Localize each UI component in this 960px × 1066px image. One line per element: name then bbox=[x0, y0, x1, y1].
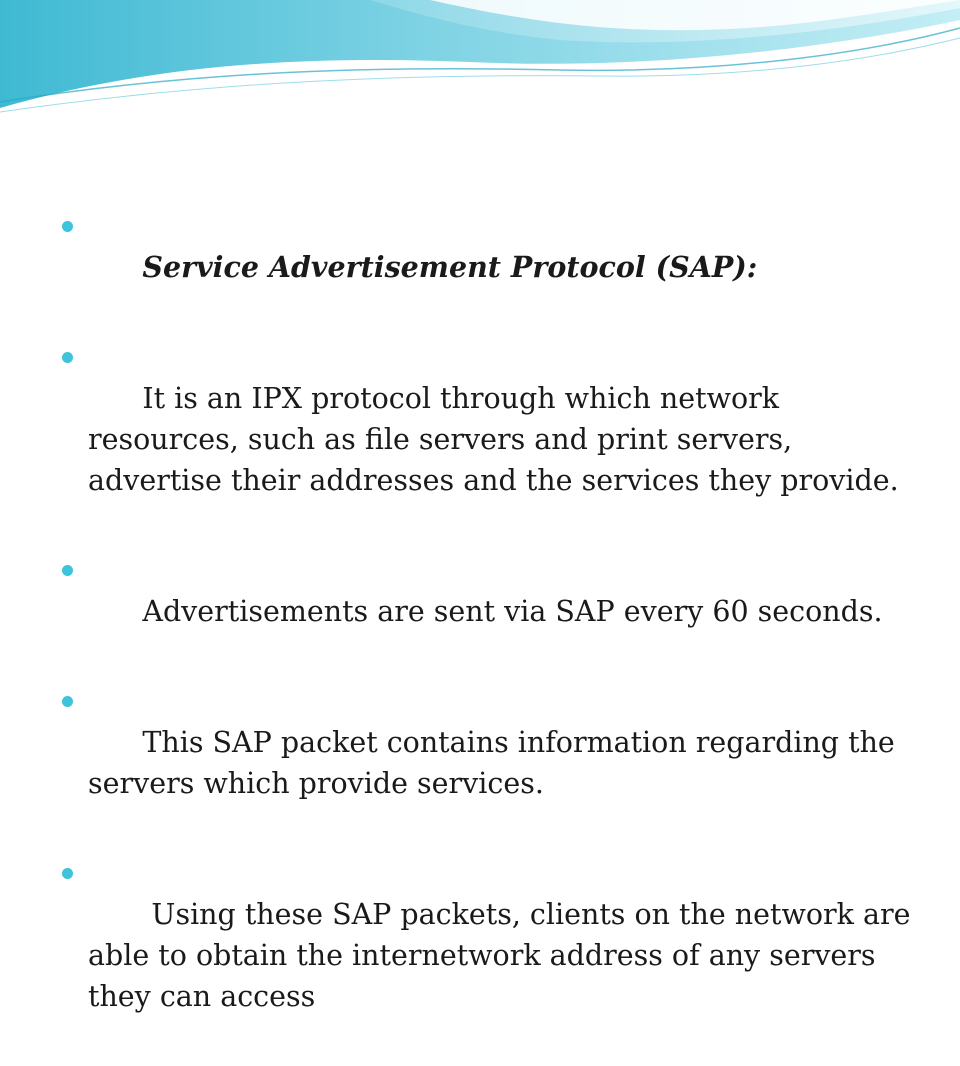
header-wave-decoration bbox=[0, 0, 960, 140]
bullet-text: Advertisements are sent via SAP every 60 seconds. bbox=[142, 595, 883, 628]
bullet-text: Using these SAP packets, clients on the network are able to obtain the internetwork address of any servers they can access bbox=[88, 898, 920, 1013]
bullet-item bbox=[60, 853, 920, 1058]
bullet-item-heading bbox=[60, 206, 920, 329]
bullet-item bbox=[60, 681, 920, 845]
bullet-item bbox=[60, 337, 920, 542]
bullet-list bbox=[60, 206, 920, 1066]
bullet-icon bbox=[62, 696, 73, 707]
bullet-icon bbox=[62, 352, 73, 363]
bullet-text: This SAP packet contains information regarding the servers which provide services. bbox=[88, 726, 904, 800]
bullet-item bbox=[60, 550, 920, 673]
bullet-icon bbox=[62, 565, 73, 576]
bullet-icon bbox=[62, 868, 73, 879]
bullet-text: It is an IPX protocol through which network resources, such as file servers and print servers, advertise their addresses and the services they provide. bbox=[88, 382, 899, 497]
bullet-icon bbox=[62, 221, 73, 232]
bullet-text: Service Advertisement Protocol (SAP): bbox=[142, 250, 758, 284]
